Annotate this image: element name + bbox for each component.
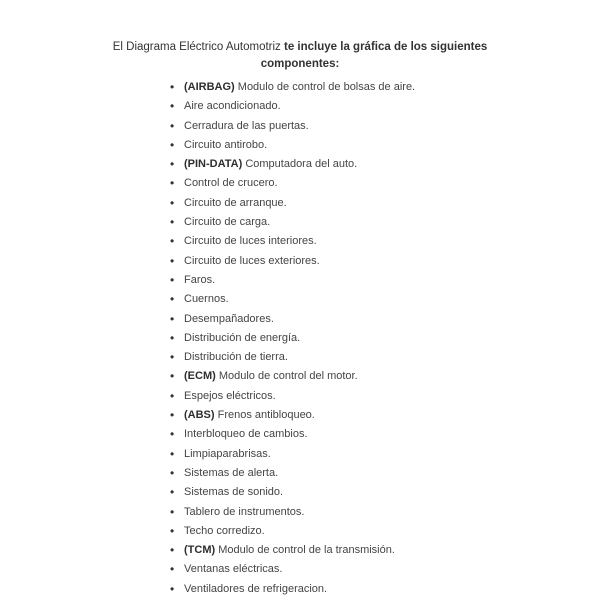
bullet-icon: • <box>170 485 175 500</box>
bullet-icon: • <box>170 369 175 384</box>
component-code: (TCM) <box>184 544 216 557</box>
component-name: Cerradura de las puertas. <box>184 119 309 132</box>
component-name: Distribución de tierra. <box>184 351 288 364</box>
list-item <box>168 445 415 464</box>
component-name: Circuito de luces exteriores. <box>184 254 320 267</box>
component-name: Espejos eléctricos. <box>184 389 276 402</box>
bullet-icon: • <box>170 388 175 403</box>
bullet-icon: • <box>170 80 175 94</box>
list-item <box>168 271 415 290</box>
component-name: Ventiladores de refrigeracion. <box>184 582 328 595</box>
bullet-icon: • <box>170 350 175 365</box>
component-name: Control de crucero. <box>184 177 278 190</box>
list-item <box>168 136 415 155</box>
list-item <box>168 194 415 213</box>
list-item <box>168 348 415 367</box>
component-code: (PIN-DATA) <box>184 158 243 171</box>
component-name: Circuito de luces interiores. <box>184 235 317 248</box>
bullet-icon: • <box>170 311 175 326</box>
component-name: Limpiaparabrisas. <box>184 447 271 460</box>
component-name: Faros. <box>184 273 216 286</box>
bullet-icon: • <box>170 581 175 596</box>
list-item <box>168 387 415 406</box>
bullet-icon: • <box>170 118 175 133</box>
list-item <box>168 213 415 232</box>
bullet-icon: • <box>170 504 175 519</box>
component-name: Circuito de carga. <box>184 216 271 229</box>
component-name: Distribución de energía. <box>184 331 301 344</box>
list-item <box>168 560 415 579</box>
bullet-icon: • <box>170 408 175 423</box>
bullet-icon: • <box>170 465 175 480</box>
list-item <box>168 117 415 136</box>
list-item <box>168 406 415 425</box>
component-name: Sistemas de alerta. <box>184 466 279 479</box>
component-name: Frenos antibloqueo. <box>217 409 315 422</box>
bullet-icon: • <box>170 523 175 538</box>
intro-prefix: El Diagrama Eléctrico Automotriz <box>112 41 285 53</box>
component-name: Ventanas eléctricas. <box>184 563 283 576</box>
bullet-icon: • <box>170 137 175 152</box>
list-item <box>168 541 415 560</box>
component-code: (ECM) <box>184 370 216 383</box>
bullet-icon: • <box>170 176 175 191</box>
list-item <box>168 522 415 541</box>
list-item <box>168 252 415 271</box>
component-name: Circuito de arranque. <box>184 196 287 209</box>
bullet-icon: • <box>170 543 175 558</box>
component-name: Modulo de control de la transmisión. <box>218 544 395 557</box>
bullet-icon: • <box>170 562 175 577</box>
intro-paragraph <box>80 39 520 73</box>
components-list <box>168 78 415 599</box>
bullet-icon: • <box>170 215 175 230</box>
list-item <box>168 425 415 444</box>
component-name: Computadora del auto. <box>245 158 358 171</box>
bullet-icon: • <box>170 427 175 442</box>
component-name: Cuernos. <box>184 293 229 306</box>
component-name: Aire acondicionado. <box>184 100 281 113</box>
bullet-icon: • <box>170 234 175 249</box>
list-item <box>168 232 415 251</box>
component-name: Modulo de control del motor. <box>218 370 358 383</box>
bullet-icon: • <box>170 195 175 210</box>
component-code: (AIRBAG) <box>184 81 235 93</box>
component-name: Circuito antirobo. <box>184 138 268 151</box>
list-item <box>168 580 415 599</box>
bullet-icon: • <box>170 446 175 461</box>
bullet-icon: • <box>170 253 175 268</box>
component-name: Tablero de instrumentos. <box>184 505 305 518</box>
component-name: Modulo de control de bolsas de aire. <box>237 81 416 93</box>
bullet-icon: • <box>170 99 175 114</box>
list-item <box>168 367 415 386</box>
list-item <box>168 464 415 483</box>
list-item <box>168 174 415 193</box>
list-item <box>168 97 415 116</box>
intro-bold-text: te incluye la gráfica de los siguientes componentes: <box>260 41 488 70</box>
bullet-icon: • <box>170 292 175 307</box>
bullet-icon: • <box>170 272 175 287</box>
component-name: Sistemas de sonido. <box>184 486 284 499</box>
list-item <box>168 290 415 309</box>
list-item <box>168 78 415 97</box>
bullet-icon: • <box>170 330 175 345</box>
component-code: (ABS) <box>184 409 215 422</box>
list-item <box>168 503 415 522</box>
list-item <box>168 483 415 502</box>
component-name: Techo corredizo. <box>184 524 265 537</box>
list-item <box>168 155 415 174</box>
bullet-icon: • <box>170 157 175 172</box>
component-name: Desempañadores. <box>184 312 274 325</box>
list-item <box>168 310 415 329</box>
component-name: Interbloqueo de cambios. <box>184 428 308 441</box>
list-item <box>168 329 415 348</box>
